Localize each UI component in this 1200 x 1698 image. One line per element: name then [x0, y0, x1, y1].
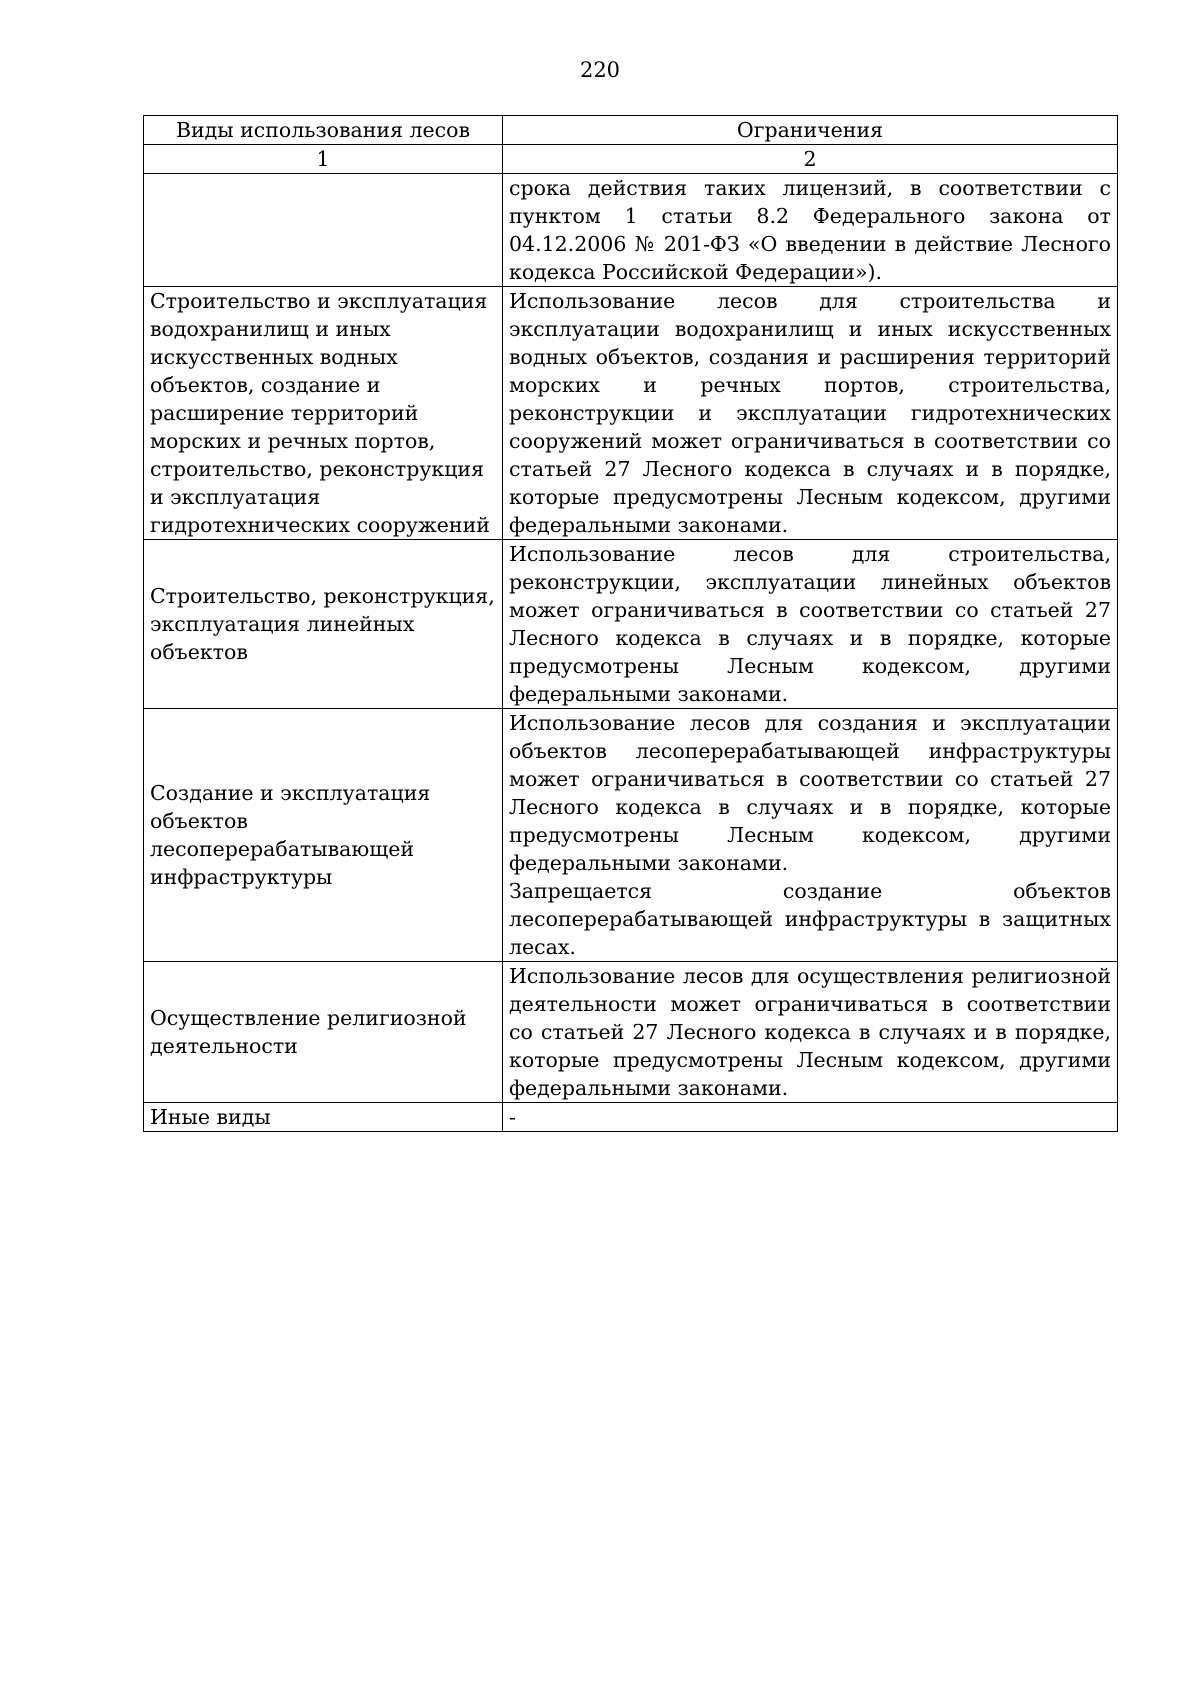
column-number-1: 1 — [144, 145, 503, 174]
use-type-cell: Иные виды — [144, 1103, 503, 1132]
restriction-text: Использование лесов для строительства, реконструкции, эксплуатации линейных объектов может ограничиваться в соответствии со статьей 27 Лесного кодекса в случаях и в порядке, которые предусмотрены Лесным кодексом, другими федеральными законами. — [509, 542, 1111, 706]
column-header-use-type: Виды использования лесов — [144, 116, 503, 145]
restriction-cell — [503, 962, 1118, 1103]
table-row — [144, 540, 1118, 709]
column-number-2: 2 — [503, 145, 1118, 174]
table-row — [144, 174, 1118, 287]
restrictions-table — [143, 115, 1118, 1132]
table-row — [144, 287, 1118, 540]
restriction-text: Запрещается создание объектов лесоперерабатывающей инфраструктуры в защитных лесах. — [509, 879, 1111, 959]
table-row — [144, 709, 1118, 962]
table-header-row — [144, 116, 1118, 145]
restriction-cell — [503, 540, 1118, 709]
restriction-text: Использование лесов для строительства и эксплуатации водохранилищ и иных искусственных водных объектов, создания и расширения территорий морских и речных портов, строительства, реконструкции и эксплуатации гидротехнических сооружений может ограничиваться в соответствии со статьей 27 Лесного кодекса в случаях и в порядке, которые предусмотрены Лесным кодексом, другими федеральными законами. — [509, 289, 1111, 537]
use-type-cell: Осуществление религиозной деятельности — [144, 962, 503, 1103]
use-type-cell: Строительство и эксплуатация водохранилищ и иных искусственных водных объектов, создание и расширение территорий морских и речных портов, строительство, реконструкция и эксплуатация гидротехнических сооружений — [144, 287, 503, 540]
column-number-row — [144, 145, 1118, 174]
column-header-restrictions: Ограничения — [503, 116, 1118, 145]
restriction-text: - — [509, 1105, 516, 1129]
use-type-cell — [144, 174, 503, 287]
restriction-text: Использование лесов для создания и эксплуатации объектов лесоперерабатывающей инфраструктуры может ограничиваться в соответствии со статьей 27 Лесного кодекса в случаях и в порядке, которые предусмотрены Лесным кодексом, другими федеральными законами. — [509, 711, 1111, 875]
use-type-cell: Строительство, реконструкция, эксплуатация линейных объектов — [144, 540, 503, 709]
restriction-text: Использование лесов для осуществления религиозной деятельности может ограничиваться в соответствии со статьей 27 Лесного кодекса в случаях и в порядке, которые предусмотрены Лесным кодексом, другими федеральными законами. — [509, 964, 1111, 1100]
use-type-cell: Создание и эксплуатация объектов лесоперерабатывающей инфраструктуры — [144, 709, 503, 962]
table-row — [144, 962, 1118, 1103]
page-number: 220 — [579, 58, 621, 82]
table-row — [144, 1103, 1118, 1132]
restriction-text: срока действия таких лицензий, в соответствии с пунктом 1 статьи 8.2 Федерального закона от 04.12.2006 № 201-ФЗ «О введении в действие Лесного кодекса Российской Федерации»). — [509, 176, 1111, 284]
restriction-cell — [503, 709, 1118, 962]
restriction-cell — [503, 287, 1118, 540]
restriction-cell — [503, 174, 1118, 287]
restriction-cell — [503, 1103, 1118, 1132]
